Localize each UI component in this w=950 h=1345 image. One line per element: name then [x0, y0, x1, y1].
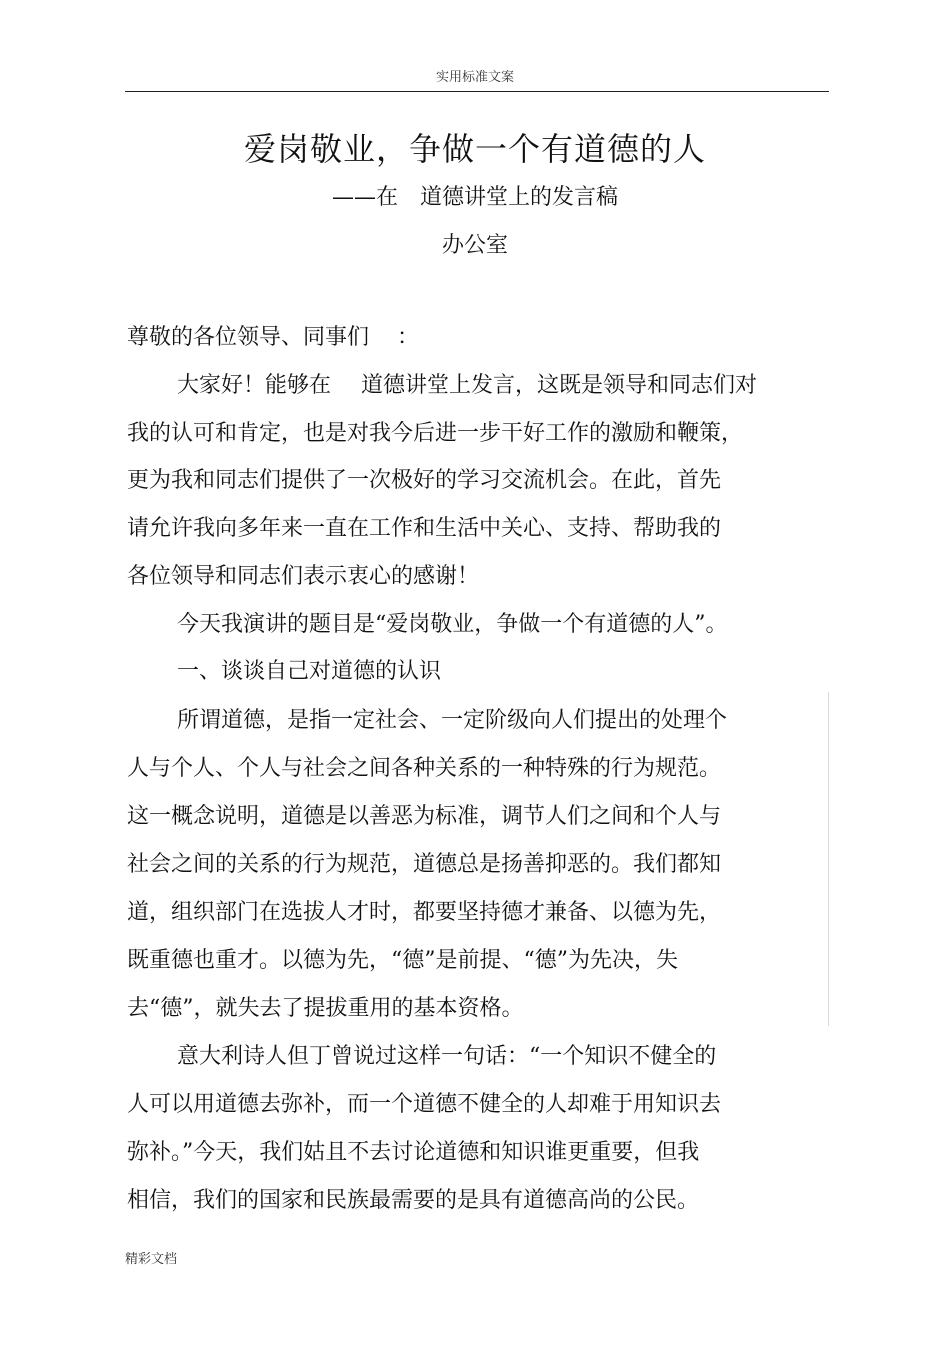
paragraph-line: 请允许我向多年来一直在工作和生活中关心、支持、帮助我的 [127, 516, 722, 541]
paragraph-line: 去“德”，就失去了提拔重用的基本资格。 [127, 996, 524, 1021]
header-title: 实用标准文案 [435, 70, 514, 85]
paragraph-line: 所谓道德，是指一定社会、一定阶级向人们提出的处理个 [177, 708, 728, 733]
paragraph-line: 道，组织部门在选拔人才时，都要坚持德才兼备、以德为先， [127, 900, 722, 925]
paragraph-line: 相信，我们的国家和民族最需要的是具有道德高尚的公民。 [127, 1188, 700, 1213]
document-department: 办公室 [441, 233, 508, 258]
paragraph-line: 我的认可和肯定，也是对我今后进一步干好工作的激励和鞭策， [127, 421, 744, 446]
paragraph-line [177, 371, 757, 401]
subtitle-rest: 道德讲堂上的发言稿 [420, 185, 619, 210]
subtitle-prefix: ——在 [331, 185, 398, 210]
paragraph-line-part: 大家好！能够在 [177, 373, 332, 398]
paragraph-line: 既重德也重才。以德为先，“德”是前提、“德”为先决，失 [127, 948, 678, 973]
paragraph-line: 人可以用道德去弥补，而一个道德不健全的人却难于用知识去 [127, 1092, 722, 1117]
paragraph-line-part: 道德讲堂上发言，这既是领导和同志们对 [361, 373, 758, 398]
header-divider [125, 91, 829, 92]
paragraph-line: 弥补。”今天，我们姑且不去讨论道德和知识谁更重要，但我 [127, 1140, 700, 1165]
salutation-text: 尊敬的各位领导、同事们 [127, 325, 370, 350]
footer-label: 精彩文档 [125, 1252, 178, 1267]
paragraph-line: 更为我和同志们提供了一次极好的学习交流机会。在此，首先 [127, 468, 722, 493]
section-heading: 一、谈谈自己对道德的认识 [177, 659, 442, 684]
paragraph-line: 意大利诗人但丁曾说过这样一句话：“一个知识不健全的 [177, 1044, 717, 1069]
paragraph-line: 今天我演讲的题目是“爱岗敬业，争做一个有道德的人”。 [177, 612, 728, 637]
salutation-colon: ： [397, 325, 420, 350]
paragraph-line: 社会之间的关系的行为规范，道德总是扬善抑恶的。我们都知 [127, 852, 722, 877]
document-title: 爱岗敬业，争做一个有道德的人 [243, 130, 706, 168]
paragraph-line: 这一概念说明，道德是以善恶为标准，调节人们之间和个人与 [127, 804, 722, 829]
document-subtitle [0, 180, 950, 211]
paragraph-line: 各位领导和同志们表示衷心的感谢！ [127, 564, 480, 589]
margin-rule [828, 692, 829, 1026]
paragraph-line: 人与个人、个人与社会之间各种关系的一种特殊的行为规范。 [127, 756, 722, 781]
salutation [127, 323, 419, 353]
